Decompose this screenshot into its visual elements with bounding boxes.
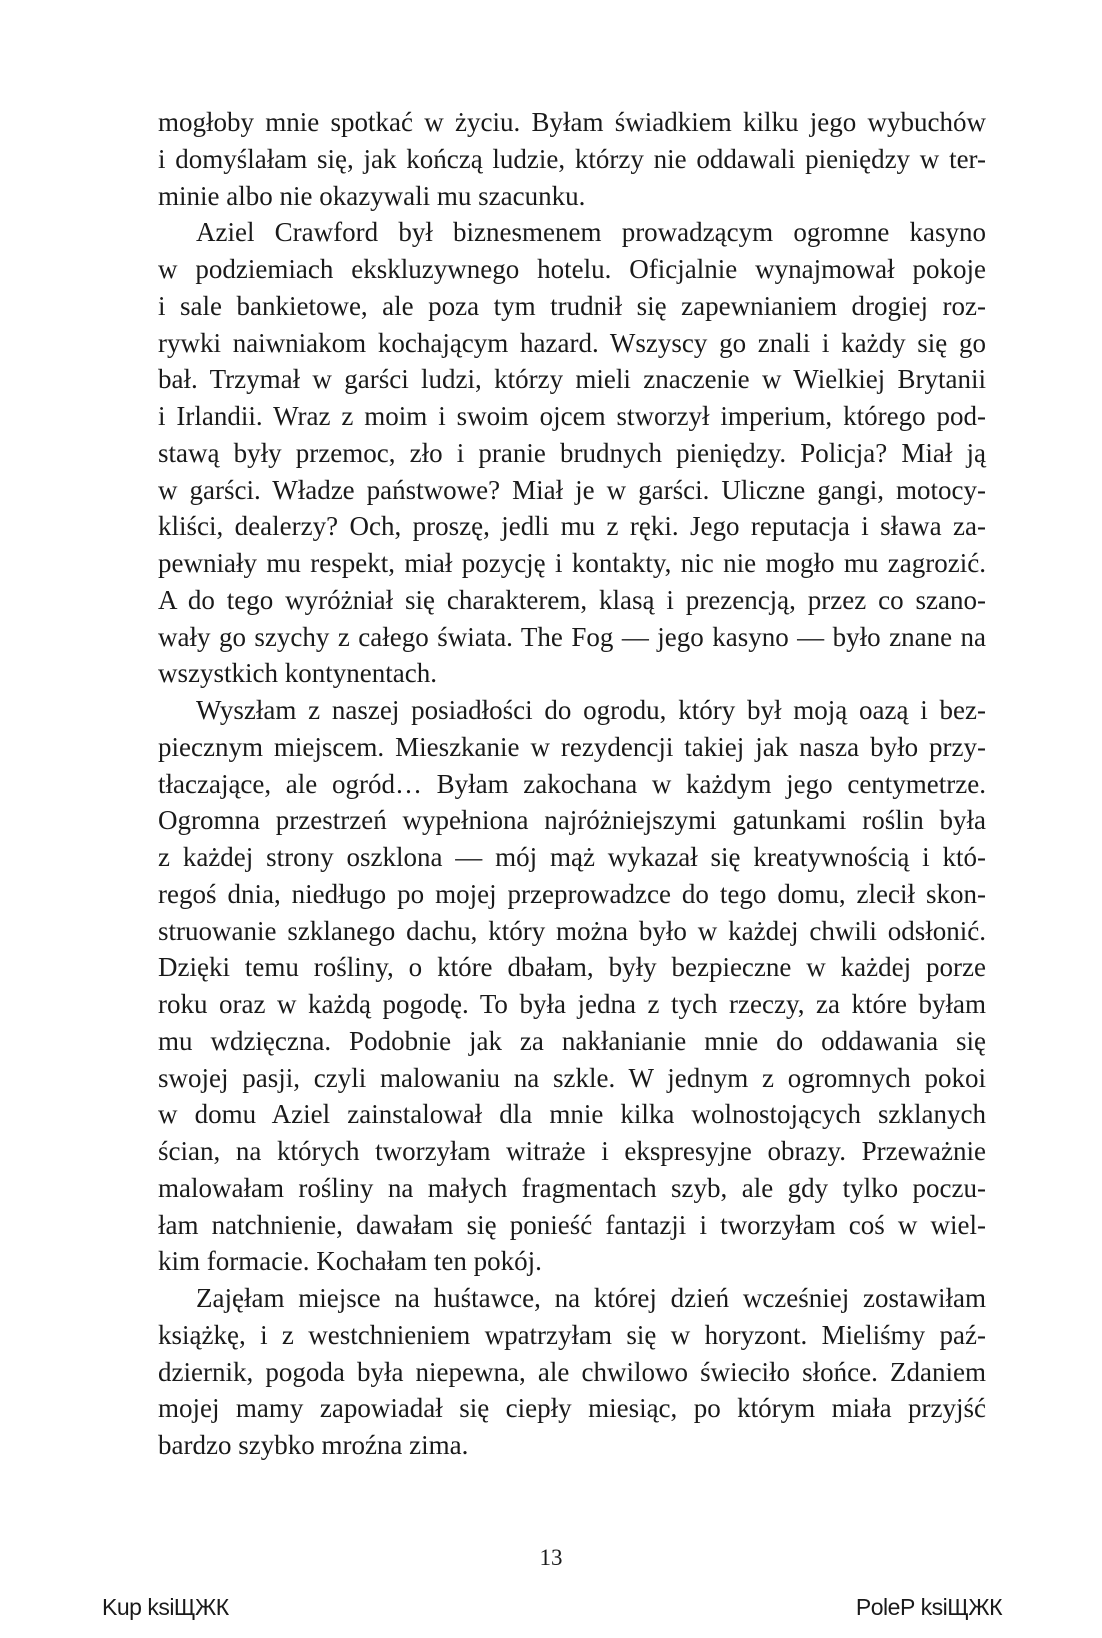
text-line: i Irlandii. Wraz z moim i swoim ojcem stworzył imperium, którego pod- (158, 401, 986, 431)
text-line: w podziemiach ekskluzywnego hotelu. Oficjalnie wynajmował pokoje (158, 254, 986, 284)
text-line: malowałam rośliny na małych fragmentach szyb, ale gdy tylko poczu- (158, 1172, 986, 1203)
text-line: Aziel Crawford był biznesmenem prowadzącym ogromne kasyno (196, 217, 986, 248)
footer-buy-book-link[interactable]: Kup ksiЩЖК (102, 1594, 229, 1620)
text-line: A do tego wyróżniał się charakterem, klasą i prezencją, przez co szano- (158, 584, 986, 615)
page-number: 13 (539, 1545, 563, 1570)
paragraph (158, 1280, 986, 1464)
text-line: dziernik, pogoda była niepewna, ale chwilowo świeciło słońce. Zdaniem (158, 1356, 986, 1387)
text-line: tłaczające, ale ogród… Byłam zakochana w każdym jego centymetrze. (158, 768, 986, 799)
text-line: w domu Aziel zainstalował dla mnie kilka wolnostojących szklanych (158, 1099, 986, 1130)
text-line: swojej pasji, czyli malowaniu na szkle. W jednym z ogromnych pokoi (158, 1062, 986, 1093)
text-line: mu wdzięczna. Podobnie jak za nakłanianie mnie do oddawania się (158, 1025, 986, 1056)
paragraph (158, 214, 986, 692)
text-line: ścian, na których tworzyłam witraże i ekspresyjne obrazy. Przeważnie (158, 1136, 986, 1166)
text-line: kim formacie. Kochałam ten pokój. (158, 1246, 542, 1277)
text-line: Dzięki temu rośliny, o które dbałam, były bezpieczne w każdej porze (158, 952, 986, 983)
footer-recommend-book-link[interactable]: PoleР ksiЩЖК (855, 1594, 1002, 1620)
text-line: książkę, i z westchnieniem wpatrzyłam się w horyzont. Mieliśmy paź- (158, 1319, 986, 1350)
text-line: mojej mamy zapowiadał się ciepły miesiąc, po którym miała przyjść (158, 1393, 986, 1424)
text-line: Wyszłam z naszej posiadłości do ogrodu, który był moją oazą i bez- (196, 695, 986, 725)
text-line: struowanie szklanego dachu, który można było w każdej chwili odsłonić. (158, 915, 986, 946)
text-line: piecznym miejscem. Mieszkanie w rezydencji takiej jak nasza było przy- (158, 731, 986, 762)
text-line: z każdej strony oszklona — mój mąż wykazał się kreatywnością i któ- (158, 842, 986, 872)
text-line: i domyślałam się, jak kończą ludzie, którzy nie oddawali pieniędzy w ter- (158, 143, 986, 174)
text-line: pewniały mu respekt, miał pozycję i kontakty, nic nie mogło mu zagrozić. (158, 548, 986, 578)
paragraphs (158, 104, 986, 1464)
text-line: w garści. Władze państwowe? Miał je w garści. Uliczne gangi, motocy- (158, 474, 986, 505)
text-line: bał. Trzymał w garści ludzi, którzy mieli znaczenie w Wielkiej Brytanii (158, 364, 986, 395)
text-line: wały go szychy z całego świata. The Fog — jego kasyno — było znane na (158, 621, 986, 652)
page-body (158, 104, 986, 1464)
text-line: minie albo nie okazywali mu szacunku. (158, 180, 586, 211)
text-line: bardzo szybko mroźna zima. (158, 1430, 469, 1460)
paragraph (158, 104, 986, 214)
text-line: rywki naiwniakom kochającym hazard. Wszyscy go znali i każdy się go (158, 327, 986, 358)
paragraph (158, 692, 986, 1280)
text-line: kliści, dealerzy? Och, proszę, jedli mu z ręki. Jego reputacja i sława za- (158, 511, 986, 542)
text-line: i sale bankietowe, ale poza tym trudnił się zapewnianiem drogiej roz- (158, 290, 986, 321)
text-line: stawą były przemoc, zło i pranie brudnych pieniędzy. Policja? Miał ją (158, 437, 986, 468)
text-line: wszystkich kontynentach. (158, 658, 437, 689)
text-line: regoś dnia, niedługo po mojej przeprowadzce do tego domu, zlecił skon- (158, 878, 986, 909)
text-line: Zajęłam miejsce na huśtawce, na której dzień wcześniej zostawiłam (196, 1283, 986, 1313)
text-line: roku oraz w każdą pogodę. To była jedna z tych rzeczy, za które byłam (158, 989, 986, 1019)
text-line: Ogromna przestrzeń wypełniona najróżniejszymi gatunkami roślin była (158, 805, 986, 836)
text-line: łam natchnienie, dawałam się ponieść fantazji i tworzyłam coś w wiel- (158, 1209, 986, 1240)
text-line: mogłoby mnie spotkać w życiu. Byłam świadkiem kilku jego wybuchów (158, 107, 986, 137)
